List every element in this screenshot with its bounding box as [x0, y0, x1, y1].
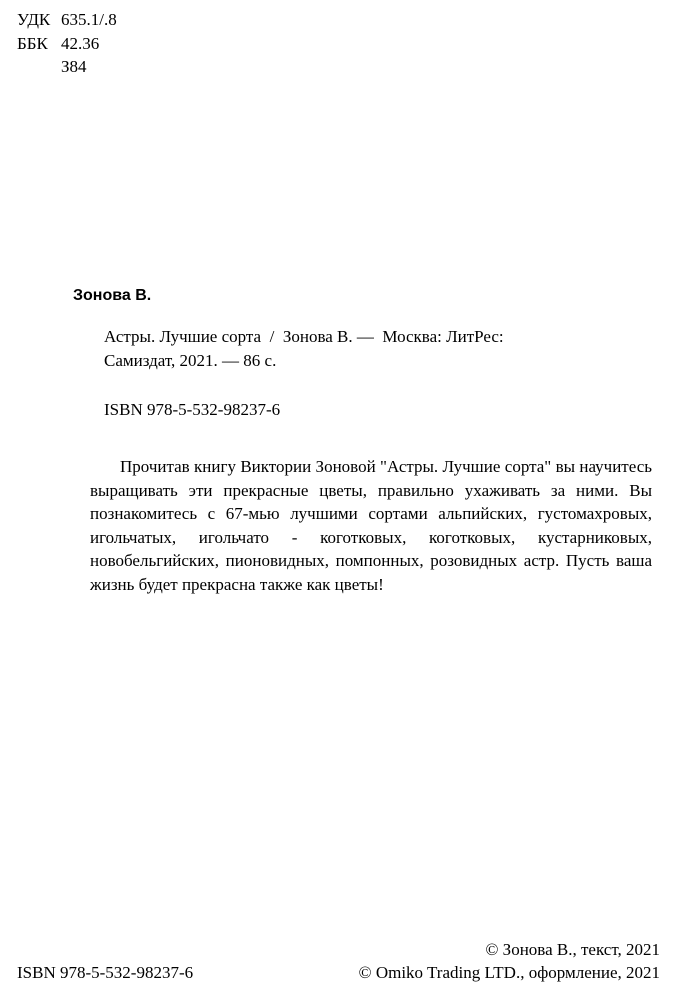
- author-mark-row: [17, 57, 87, 77]
- bbk-label: ББК: [17, 34, 48, 53]
- bbk-value: 42.36: [61, 34, 100, 53]
- bbk-row: [17, 34, 99, 54]
- udk-row: [17, 10, 117, 30]
- bibliographic-line-1: Астры. Лучшие сорта / Зонова В. — Москва: ЛитРес:: [104, 327, 504, 346]
- udk-value: 635.1/.8: [61, 10, 117, 29]
- copyright-design: © Omiko Trading LTD., оформление, 2021: [358, 963, 660, 982]
- udk-label: УДК: [17, 10, 51, 29]
- footer-isbn: ISBN 978-5-532-98237-6: [17, 963, 194, 982]
- annotation: [90, 455, 652, 596]
- copyright-text: © Зонова В., текст, 2021: [485, 940, 660, 959]
- bibliographic-line-2: Самиздат, 2021. — 86 с.: [104, 351, 277, 370]
- annotation-text: Прочитав книгу Виктории Зоновой "Астры. Лучшие сорта" вы научитесь выращивать эти прекрасные цветы, правильно ухаживать за ними. Вы познакомитесь с 67-мью лучшими сортами альпийских, густомахровых, игольчатых, игольчато - коготковых, коготковых, кустарниковых, новобельгийских, пионовидных, помпонных, розовидных астр. Пусть ваша жизнь будет прекрасна также как цветы!: [90, 457, 652, 594]
- author-mark-value: З84: [61, 57, 87, 76]
- author-heading: Зонова В.: [73, 287, 152, 304]
- isbn-line: ISBN 978-5-532-98237-6: [104, 400, 281, 419]
